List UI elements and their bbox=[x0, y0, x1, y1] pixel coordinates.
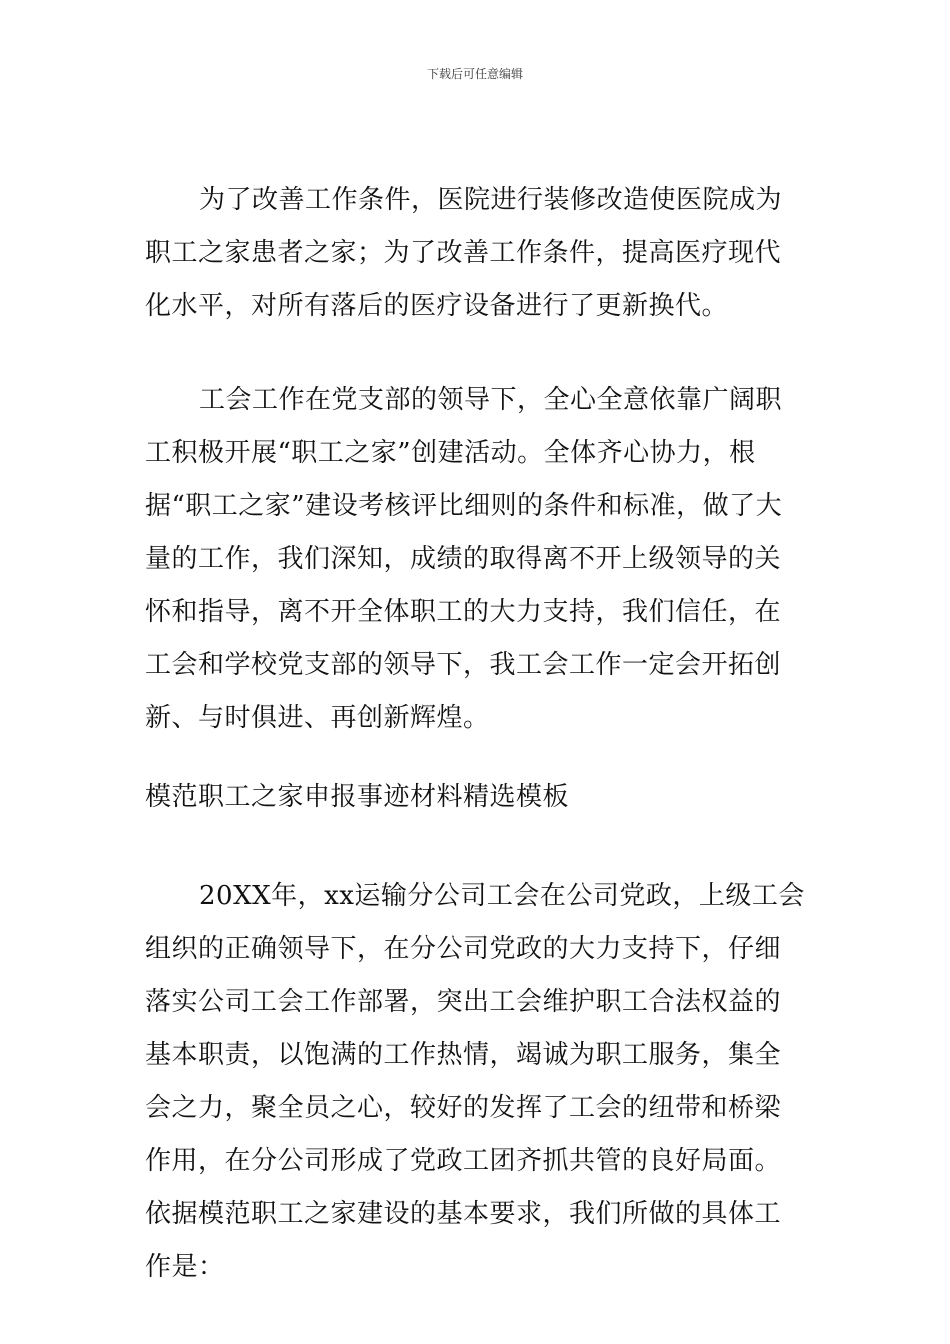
paragraph: 工会工作在党支部的领导下，全心全意依靠广阔职工积极开展“职工之家”创建活动。全体齐心协力，根据“职工之家”建设考核评比细则的条件和标准，做了大量的工作，我们深知，成绩的取得离不开上级领导的关怀和指导，离不开全体职工的大力支持，我们信任，在工会和学校党支部的领导下，我工会工作一定会开拓创新、与时俱进、再创新辉煌。 bbox=[145, 385, 783, 733]
section-title: 模范职工之家申报事迹材料精选模板 bbox=[145, 782, 570, 812]
paragraph: 为了改善工作条件，医院进行装修改造使医院成为职工之家患者之家；为了改善工作条件，提高医疗现代化水平，对所有落后的医疗设备进行了更新换代。 bbox=[145, 185, 783, 321]
header-note: 下载后可任意编辑 bbox=[426, 67, 523, 81]
paragraph: 20XX年，xx运输分公司工会在公司党政，上级工会组织的正确领导下，在分公司党政的大力支持下，仔细落实公司工会工作部署，突出工会维护职工合法权益的基本职责，以饱满的工作热情，竭诚为职工服务，集全会之力，聚全员之心，较好的发挥了工会的纽带和桥梁作用，在分公司形成了党政工团齐抓共管的良好局面。依据模范职工之家建设的基本要求，我们所做的具体工作是： bbox=[145, 881, 805, 1282]
